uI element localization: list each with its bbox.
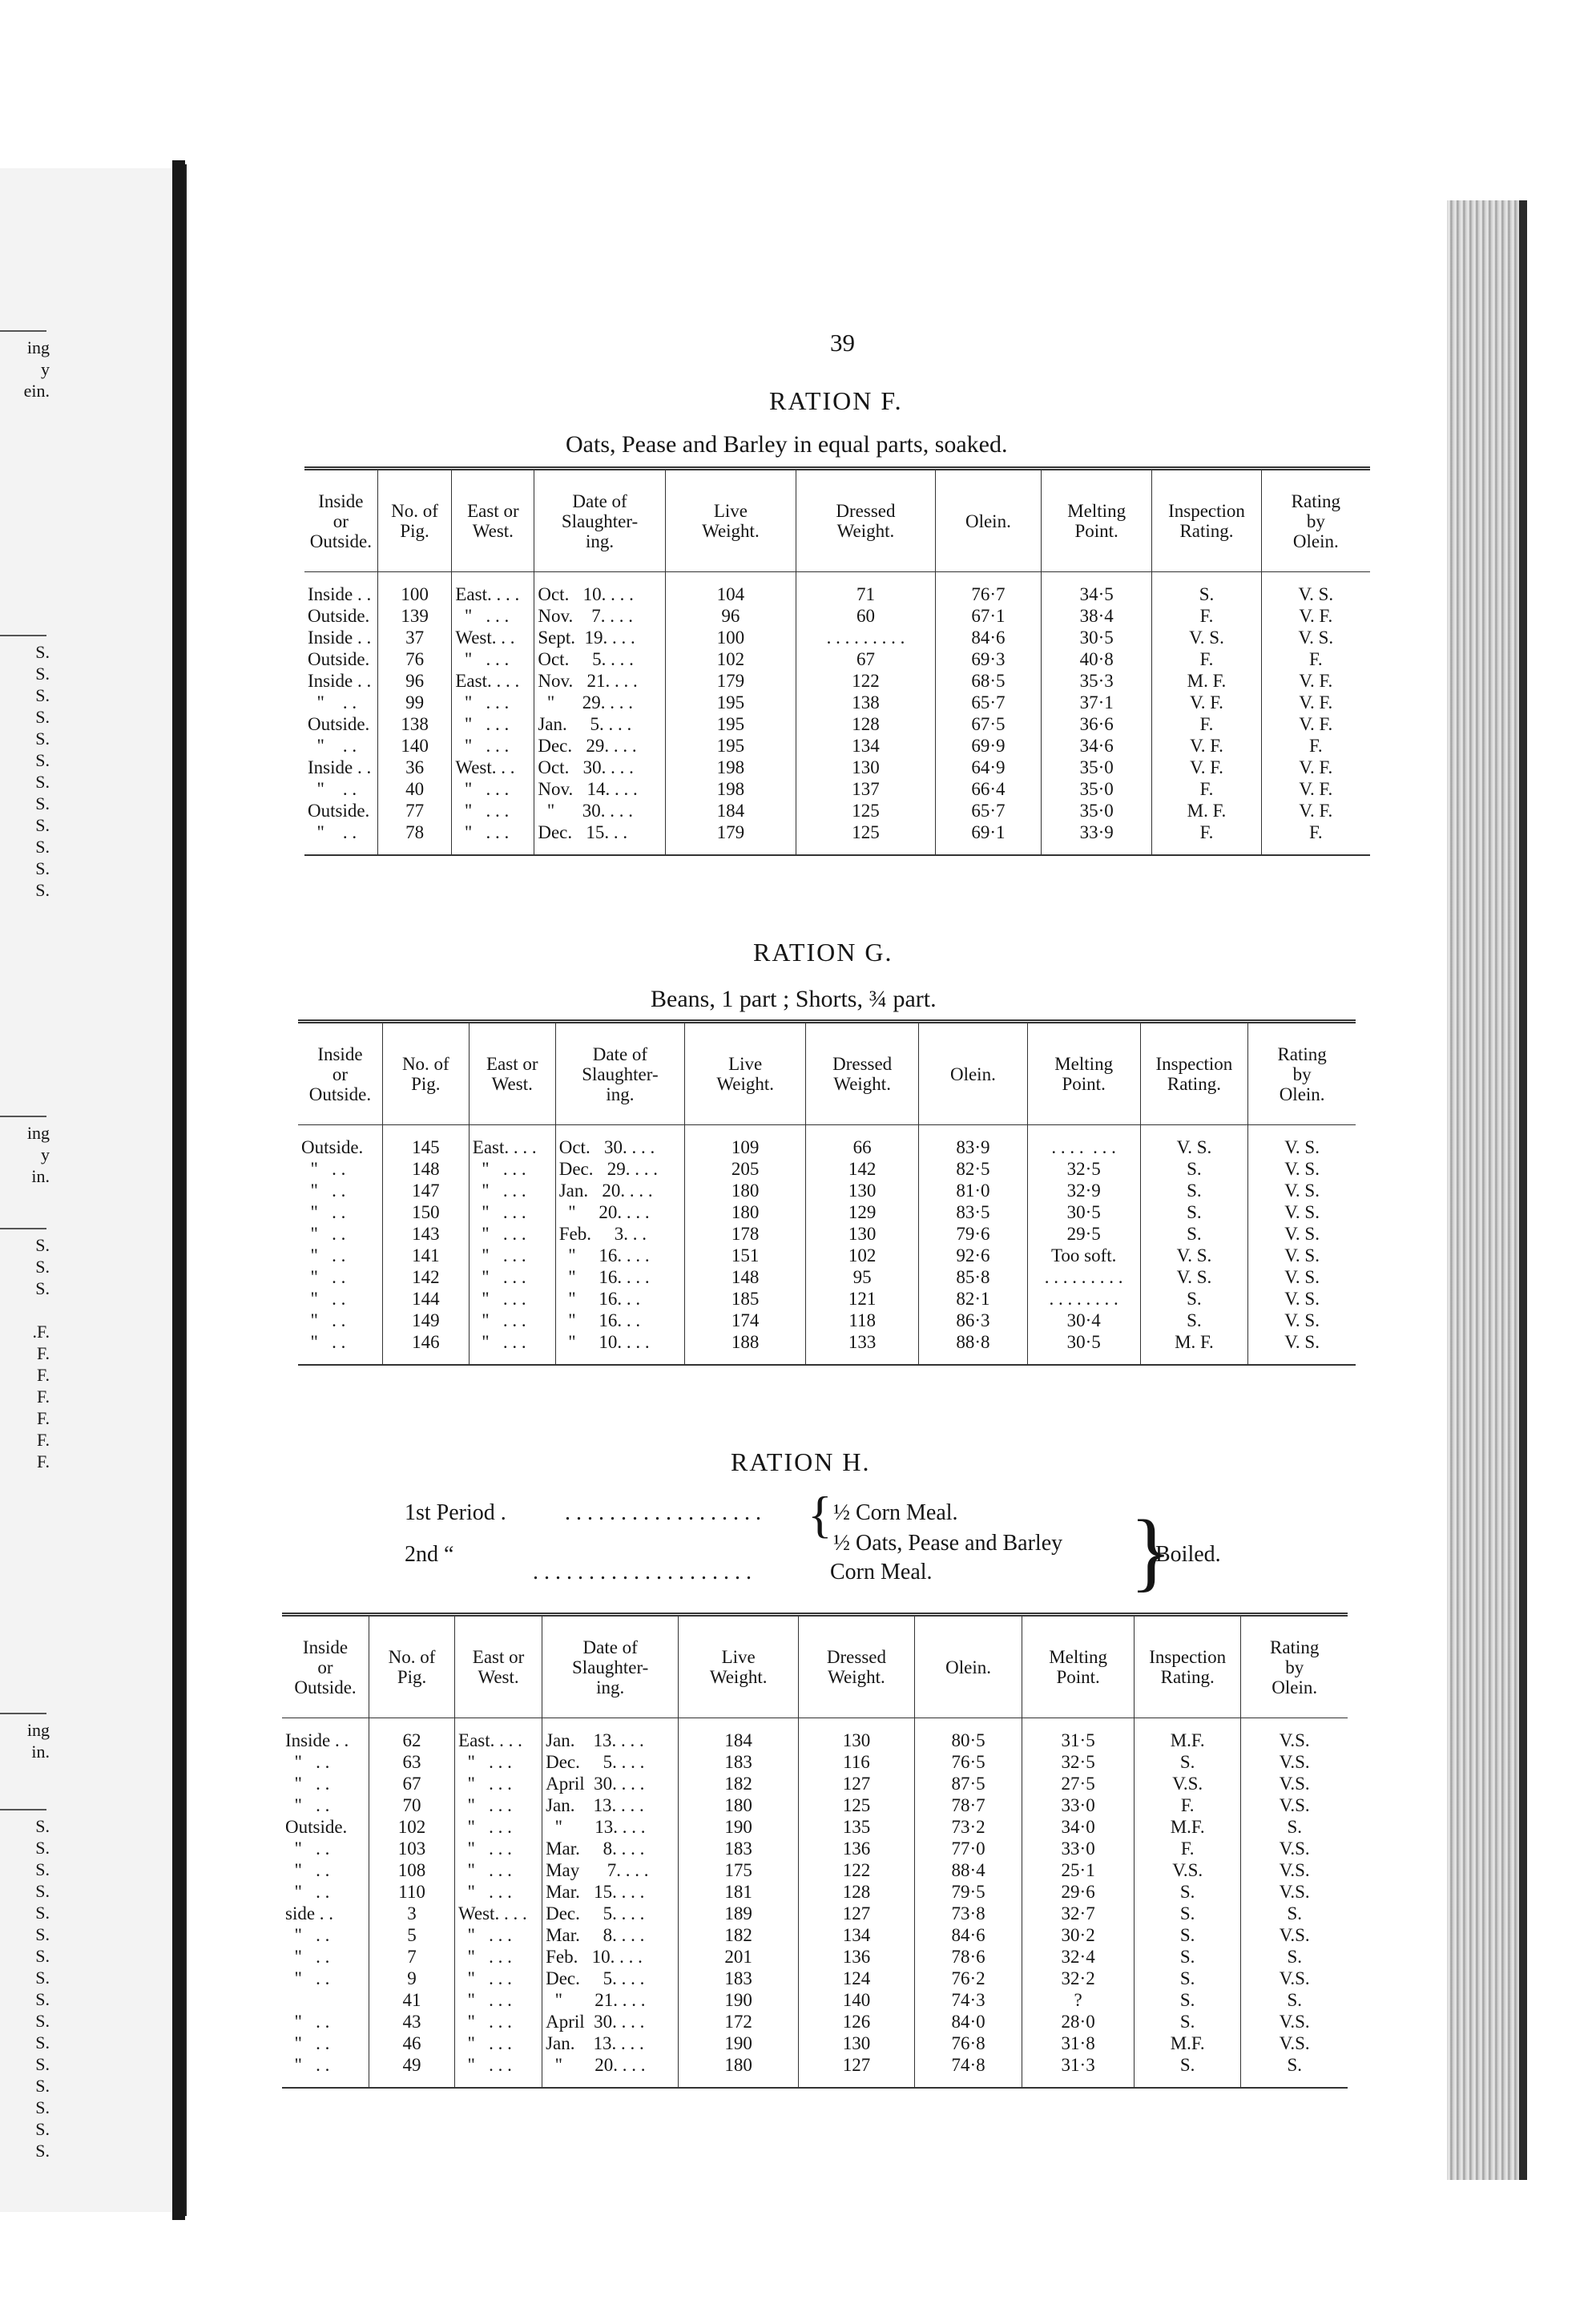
page-edges xyxy=(1447,200,1519,2180)
col-olein: 80·5 76·5 87·5 78·7 73·2 77·0 88·4 79·5 73·8 84·6 78·6 76·2 74·3 84·0 76·8 74·8 xyxy=(914,1718,1022,2089)
left-page-text-fragment: ing y ein. xyxy=(23,337,50,401)
left-page-text-fragment: S. S. S. S. S. S. S. S. S. S. S. S. S. S. S. S. xyxy=(35,1816,50,2161)
ration-f-subtitle: Oats, Pease and Barley in equal parts, soaked. xyxy=(566,431,1008,458)
book-cover-edge xyxy=(1519,200,1527,2180)
col-olein: 76·7 67·1 84·6 69·3 68·5 65·7 67·5 69·9 64·9 66·4 65·7 69·1 xyxy=(935,572,1041,856)
header-rating-by-olein: Rating by Olein. xyxy=(1241,1615,1348,1718)
header-melting-point: Melting Point. xyxy=(1027,1022,1140,1125)
header-inside-outside: Inside or Outside. xyxy=(304,469,377,572)
col-inside-outside: Inside . . Outside. Inside . . Outside. Inside . . " . . Outside. " . . Inside . . " . . Outside. " . . xyxy=(304,572,377,856)
col-date: Oct. 10. . . . Nov. 7. . . . Sept. 19. . . . Oct. 5. . . . Nov. 21. . . . " 29. . . . Jan. 5. . . . Dec. 29. . . . Oct. 30. . . . Nov. 14. . . . " 30. . . . Dec. 15. . . xyxy=(534,572,665,856)
ration-f-title: RATION F. xyxy=(769,386,903,415)
header-live-weight: Live Weight. xyxy=(685,1022,806,1125)
left-page-rule xyxy=(0,635,46,636)
col-east-west: East. . . . " . . . " . . . " . . . " . . . " . . . " . . . " . . . West. . . . " . . . " . . . " . . . " . . . " . . . " . . . " . . . xyxy=(455,1718,542,2089)
col-date: Oct. 30. . . . Dec. 29. . . . Jan. 20. . . . " 20. . . . Feb. 3. . . " 16. . . . " 16. . . . " 16. . . " 16. . . " 10. . . . xyxy=(555,1125,684,1366)
right-brace-icon: } xyxy=(1130,1502,1172,1600)
header-dressed-weight: Dressed Weight. xyxy=(799,1615,915,1718)
col-east-west: East. . . . " . . . " . . . " . . . " . . . " . . . " . . . " . . . " . . . " . . . xyxy=(469,1125,555,1366)
col-pig-no: 100 139 37 76 96 99 138 140 36 40 77 78 xyxy=(377,572,452,856)
header-east-west: East or West. xyxy=(452,469,534,572)
left-page-text-fragment: ing in. xyxy=(26,1720,50,1762)
ration-f-data-row xyxy=(304,572,1370,856)
header-melting-point: Melting Point. xyxy=(1022,1615,1135,1718)
ration-g-table xyxy=(298,1019,1356,1366)
header-east-west: East or West. xyxy=(469,1022,555,1125)
ration-f-header-row xyxy=(304,469,1370,572)
col-rating-by-olein: V.S. V.S. V.S. V.S. S. V.S. V.S. V.S. S. V.S. S. V.S. S. V.S. V.S. S. xyxy=(1241,1718,1348,2089)
left-page-text-fragment: S. S. S. .F. F. F. F. F. F. F. xyxy=(32,1235,50,1471)
header-date: Date of Slaughter- ing. xyxy=(542,1615,679,1718)
period-1-dots: . . . . . . . . . . . . . . . . . . xyxy=(565,1500,761,1525)
header-melting-point: Melting Point. xyxy=(1041,469,1151,572)
page-number: 39 xyxy=(830,329,855,357)
col-melting-point: 31·5 32·5 27·5 33·0 34·0 33·0 25·1 29·6 32·7 30·2 32·4 32·2 ? 28·0 31·8 31·3 xyxy=(1022,1718,1135,2089)
period-2-dots: . . . . . . . . . . . . . . . . . . . . xyxy=(533,1560,752,1584)
col-rating-by-olein: V. S. V. F. V. S. F. V. F. V. F. V. F. F. V. F. V. F. V. F. F. xyxy=(1261,572,1370,856)
col-dressed-weight: 130 116 127 125 135 136 122 128 127 134 136 124 140 126 130 127 xyxy=(799,1718,915,2089)
header-rating-by-olein: Rating by Olein. xyxy=(1261,469,1370,572)
col-olein: 83·9 82·5 81·0 83·5 79·6 92·6 85·8 82·1 86·3 88·8 xyxy=(919,1125,1028,1366)
header-olein: Olein. xyxy=(919,1022,1028,1125)
col-date: Jan. 13. . . . Dec. 5. . . . April 30. . . . Jan. 13. . . . " 13. . . . Mar. 8. . . . May 7. . . . Mar. 15. . . . Dec. 5. . . . Mar. 8. . . . Feb. 10. . . . Dec. 5. . . . " 21. . . . April 30. . . . Jan. 13. . . . " 20. . . . xyxy=(542,1718,679,2089)
header-inside-outside: Inside or Outside. xyxy=(282,1615,369,1718)
header-olein: Olein. xyxy=(935,469,1041,572)
header-olein: Olein. xyxy=(914,1615,1022,1718)
col-rating-by-olein: V. S. V. S. V. S. V. S. V. S. V. S. V. S. V. S. V. S. V. S. xyxy=(1248,1125,1356,1366)
col-dressed-weight: 66 142 130 129 130 102 95 121 118 133 xyxy=(806,1125,919,1366)
ration-f-table xyxy=(304,466,1370,856)
left-page-rule xyxy=(0,1809,46,1810)
header-inspection-rating: Inspection Rating. xyxy=(1134,1615,1241,1718)
left-page-rule xyxy=(0,1116,46,1117)
period-1-label: 1st Period . xyxy=(405,1500,506,1525)
ration-h-header-row xyxy=(282,1615,1348,1718)
header-dressed-weight: Dressed Weight. xyxy=(796,469,936,572)
ration-g-data-row xyxy=(298,1125,1356,1366)
header-dressed-weight: Dressed Weight. xyxy=(806,1022,919,1125)
period-1-line-1: ½ Corn Meal. xyxy=(833,1500,958,1525)
col-dressed-weight: 71 60 . . . . . . . . . 67 122 138 128 134 130 137 125 125 xyxy=(796,572,936,856)
ration-h-data-row xyxy=(282,1718,1348,2089)
header-inside-outside: Inside or Outside. xyxy=(298,1022,382,1125)
period-2-label: 2nd “ xyxy=(405,1542,454,1567)
col-live-weight: 184 183 182 180 190 183 175 181 189 182 201 183 190 172 190 180 xyxy=(679,1718,799,2089)
header-live-weight: Live Weight. xyxy=(679,1615,799,1718)
header-date: Date of Slaughter- ing. xyxy=(555,1022,684,1125)
header-rating-by-olein: Rating by Olein. xyxy=(1248,1022,1356,1125)
ration-g-header-row xyxy=(298,1022,1356,1125)
col-live-weight: 104 96 100 102 179 195 195 195 198 198 184 179 xyxy=(665,572,796,856)
col-inspection-rating: M.F. S. V.S. F. M.F. F. V.S. S. S. S. S. S. S. S. M.F. S. xyxy=(1134,1718,1241,2089)
left-page-text-fragment: S. S. S. S. S. S. S. S. S. S. S. S. xyxy=(35,642,50,900)
left-page-rule xyxy=(0,330,46,332)
period-1-line-2: ½ Oats, Pease and Barley xyxy=(833,1531,1063,1556)
left-page-text-fragment: ing y in. xyxy=(26,1123,50,1186)
col-pig-no: 145 148 147 150 143 141 142 144 149 146 xyxy=(382,1125,469,1366)
header-pig-no: No. of Pig. xyxy=(382,1022,469,1125)
col-inside-outside: Inside . . " . . " . . " . . Outside. " . . " . . " . . side . . " . . " . . " . . " . . " . . " . . xyxy=(282,1718,369,2089)
col-melting-point: 34·5 38·4 30·5 40·8 35·3 37·1 36·6 34·6 35·0 35·0 35·0 33·9 xyxy=(1041,572,1151,856)
col-east-west: East. . . . " . . . West. . . " . . . East. . . . " . . . " . . . " . . . West. . . " . . . " . . . " . . . xyxy=(452,572,534,856)
header-inspection-rating: Inspection Rating. xyxy=(1140,1022,1248,1125)
ration-g-subtitle: Beans, 1 part ; Shorts, ¾ part. xyxy=(651,986,937,1012)
ration-h-table xyxy=(282,1613,1348,2089)
ration-g-title: RATION G. xyxy=(753,938,893,967)
left-brace-icon: { xyxy=(808,1486,832,1543)
header-pig-no: No. of Pig. xyxy=(369,1615,455,1718)
header-date: Date of Slaughter- ing. xyxy=(534,469,665,572)
header-inspection-rating: Inspection Rating. xyxy=(1152,469,1261,572)
left-page-rule xyxy=(0,1713,46,1714)
left-page-rule xyxy=(0,1228,46,1229)
left-page-fragment xyxy=(0,168,172,2212)
header-pig-no: No. of Pig. xyxy=(377,469,452,572)
period-2-text: Corn Meal. xyxy=(830,1560,933,1584)
header-east-west: East or West. xyxy=(455,1615,542,1718)
col-inspection-rating: S. F. V. S. F. M. F. V. F. F. V. F. V. F. F. M. F. F. xyxy=(1152,572,1261,856)
col-melting-point: . . . . . . . 32·5 32·9 30·5 29·5 Too soft. . . . . . . . . . . . . . . . . . 30·4 30·5 xyxy=(1027,1125,1140,1366)
book-spine xyxy=(172,160,185,2220)
boiled-label: Boiled. xyxy=(1155,1542,1221,1567)
col-live-weight: 109 205 180 180 178 151 148 185 174 188 xyxy=(685,1125,806,1366)
ration-h-title: RATION H. xyxy=(731,1447,871,1476)
col-inspection-rating: V. S. S. S. S. S. V. S. V. S. S. S. M. F. xyxy=(1140,1125,1248,1366)
col-pig-no: 62 63 67 70 102 103 108 110 3 5 7 9 41 43 46 49 xyxy=(369,1718,455,2089)
col-inside-outside: Outside. " . . " . . " . . " . . " . . " . . " . . " . . " . . xyxy=(298,1125,382,1366)
header-live-weight: Live Weight. xyxy=(665,469,796,572)
